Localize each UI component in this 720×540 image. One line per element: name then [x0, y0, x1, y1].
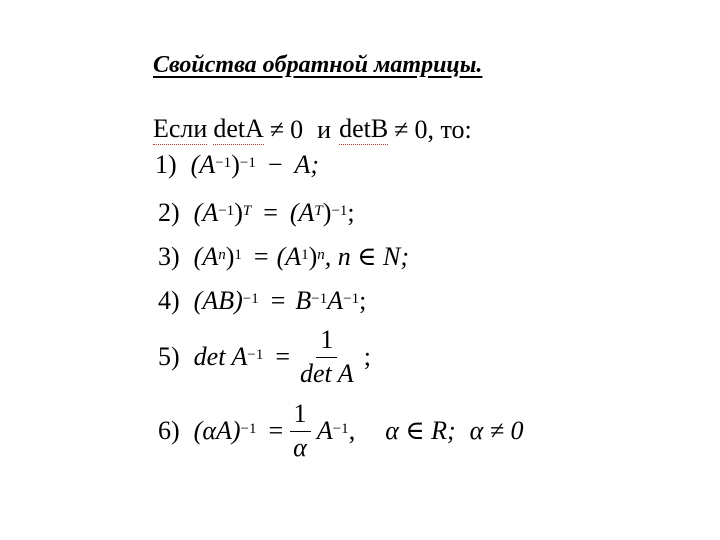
- intro-and: и: [317, 114, 332, 144]
- property-6-rhs-sup: −1: [332, 420, 349, 437]
- property-6-fraction: [289, 400, 311, 462]
- property-2-lhs-sup: −1: [218, 202, 235, 219]
- property-5: [158, 326, 371, 388]
- property-5-frac-num: 1: [316, 326, 337, 358]
- property-1: [155, 150, 319, 180]
- property-3-mid-sup: 1: [234, 246, 242, 263]
- property-2-mid: ): [234, 198, 243, 227]
- property-3-rhs2: ): [308, 242, 318, 271]
- property-2-lhs: (A: [193, 198, 219, 227]
- property-4-rhs2: A: [327, 286, 344, 315]
- property-2-op: =: [263, 198, 278, 227]
- property-5-lhs: det A: [193, 342, 248, 372]
- intro-neq-a: ≠: [269, 114, 285, 144]
- property-1-mid: ): [231, 150, 240, 179]
- property-1-mid-sup: −1: [239, 154, 256, 171]
- property-2-mid-sup: T: [242, 202, 252, 219]
- page-title: [153, 52, 482, 79]
- property-4-lhs: (AB): [193, 286, 243, 315]
- intro-det-a: detA: [213, 114, 264, 143]
- property-5-num: 5): [158, 342, 180, 372]
- intro-det-b: detB: [339, 114, 389, 143]
- property-6-end: ,: [348, 416, 356, 446]
- property-3-lhs: (A: [193, 242, 219, 271]
- property-4-rhs: B: [295, 286, 312, 315]
- property-5-frac-den: det A: [300, 358, 354, 388]
- property-5-lhs-sup: −1: [247, 346, 264, 363]
- property-6-rhs: A: [316, 416, 333, 446]
- property-3-mid: ): [225, 242, 235, 271]
- property-1-rhs: A;: [294, 150, 320, 179]
- property-1-num: 1): [155, 150, 177, 179]
- intro-neq-b: ≠: [394, 114, 409, 144]
- property-2-rhs2: ): [322, 198, 332, 227]
- property-1-lhs-sup: −1: [215, 154, 232, 171]
- property-6-frac-den: α: [293, 432, 307, 462]
- property-5-op: =: [275, 342, 290, 372]
- property-3-rhs-sup: 1: [301, 246, 309, 263]
- property-4-rhs-sup: −1: [311, 290, 328, 307]
- intro-zero-a: 0: [290, 114, 304, 144]
- property-6-cond2: α ≠ 0: [469, 416, 524, 446]
- intro-line: [153, 114, 472, 145]
- property-3-rhs: (A: [276, 242, 302, 271]
- property-4-end: ;: [359, 286, 367, 315]
- property-3-rhs2-sup: n: [317, 246, 325, 263]
- property-3-num: 3): [158, 242, 180, 271]
- property-5-end: ;: [363, 342, 371, 372]
- title-text: Свойства обратной матрицы: [153, 52, 477, 78]
- property-4-lhs-sup: −1: [242, 290, 259, 307]
- property-4-num: 4): [158, 286, 180, 315]
- property-6-num: 6): [158, 416, 180, 446]
- property-3-lhs-sup: n: [218, 246, 226, 263]
- intro-tail: 0, то:: [414, 114, 472, 144]
- property-4: [158, 286, 366, 316]
- property-6-op: =: [268, 416, 284, 446]
- property-1-lhs: (A: [190, 150, 216, 179]
- title-period: .: [476, 52, 483, 78]
- property-2-num: 2): [158, 198, 180, 227]
- property-6-lhs: (αA): [193, 416, 241, 446]
- property-2-rhs-sup: T: [314, 202, 323, 219]
- property-2-end: ;: [347, 198, 355, 227]
- property-2-rhs2-sup: −1: [331, 202, 348, 219]
- property-2: [158, 198, 355, 228]
- property-6: [158, 400, 524, 462]
- property-4-rhs2-sup: −1: [343, 290, 360, 307]
- property-3: [158, 242, 409, 272]
- property-6-lhs-sup: −1: [240, 420, 257, 437]
- property-3-op: =: [253, 242, 269, 271]
- property-2-rhs: (A: [289, 198, 315, 227]
- property-6-frac-num: 1: [290, 400, 311, 432]
- property-5-fraction: [296, 326, 358, 388]
- property-3-end: , n ∈ N;: [324, 242, 410, 271]
- property-6-cond1: α ∈ R;: [385, 416, 456, 446]
- intro-if: Если: [153, 114, 208, 143]
- property-1-op: −: [267, 150, 283, 179]
- property-4-op: =: [270, 286, 286, 315]
